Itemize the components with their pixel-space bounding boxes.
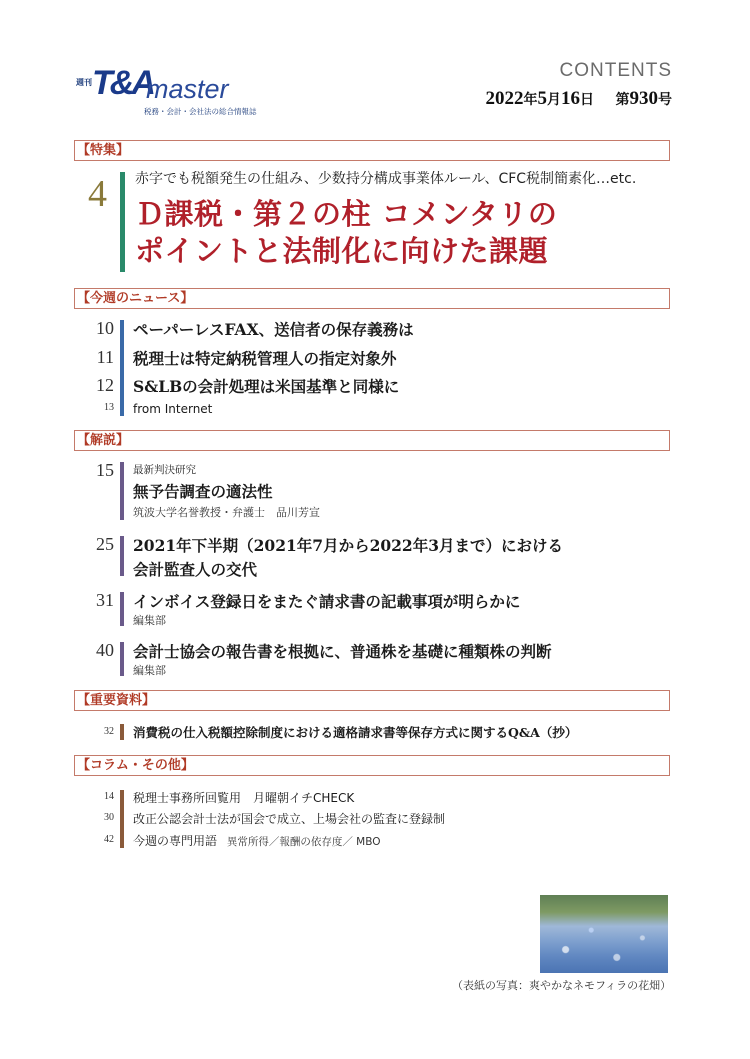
feature-title-line2: ポイントと法制化に向けた課題 <box>135 234 549 268</box>
section-title: 【解説】 <box>77 433 130 448</box>
section-header-news <box>74 288 670 309</box>
commentary-page-number: 15 <box>96 460 114 480</box>
commentary-bar <box>120 462 124 520</box>
section-header-documents <box>74 690 670 711</box>
feature-page-number: 4 <box>88 173 107 215</box>
column-page-number: 42 <box>104 834 114 845</box>
unit-day: 日 <box>580 93 594 108</box>
commentary-bar <box>120 642 124 676</box>
logo-ta: T&A <box>92 64 153 102</box>
unit-year: 年 <box>523 93 538 108</box>
news-title[interactable]: ペーパーレスFAX、送信者の保存義務は <box>133 320 414 339</box>
issue-year: 2022 <box>485 88 524 109</box>
commentary-author: 編集部 <box>133 614 166 627</box>
issue-line <box>486 88 673 110</box>
news-title[interactable]: 税理士は特定納税管理人の指定対象外 <box>133 349 397 368</box>
unit-no-pre: 第 <box>615 93 630 108</box>
commentary-title[interactable]: インボイス登録日をまたぐ請求書の記載事項が明らかに <box>133 592 521 611</box>
section-header-feature <box>74 140 670 161</box>
section-header-commentary <box>74 430 670 451</box>
logo <box>76 64 278 116</box>
column-title[interactable] <box>133 832 381 849</box>
commentary-page-number: 31 <box>96 590 114 610</box>
document-title[interactable]: 消費税の仕入税額控除制度における適格請求書等保存方式に関するQ&A（抄） <box>133 725 578 740</box>
contents-label: CONTENTS <box>559 60 672 81</box>
commentary-author: 筑波大学名誉教授・弁護士 品川芳宣 <box>133 506 320 519</box>
commentary-bar <box>120 592 124 626</box>
section-title: 【今週のニュース】 <box>77 291 194 306</box>
column-detail: 異常所得／報酬の依存度／ MBO <box>226 836 381 848</box>
commentary-title-line2[interactable]: 会計監査人の交代 <box>133 560 258 579</box>
news-title[interactable]: S&LBの会計処理は米国基準と同様に <box>133 377 400 396</box>
column-bar <box>120 790 124 848</box>
feature-bar <box>120 172 125 272</box>
feature-subtitle: 赤字でも税額発生の仕組み、少数持分構成事業体ルール、CFC税制簡素化…etc. <box>135 171 637 187</box>
commentary-page-number: 40 <box>96 640 114 660</box>
news-page-number: 11 <box>96 347 114 367</box>
section-title: 【コラム・その他】 <box>77 758 194 773</box>
column-title-text: 今週の専門用語 <box>133 834 218 848</box>
logo-weekly: 週刊 <box>76 78 92 87</box>
commentary-title[interactable]: 2021年下半期（2021年7月から2022年3月まで）における <box>133 536 563 555</box>
news-page-number: 10 <box>96 318 114 338</box>
commentary-title[interactable]: 無予告調査の適法性 <box>133 482 273 501</box>
column-page-number: 30 <box>104 812 114 823</box>
commentary-page-number: 25 <box>96 534 114 554</box>
column-title[interactable] <box>133 810 445 827</box>
commentary-title[interactable]: 会計士協会の報告書を根拠に、普通株を基礎に種類株の判断 <box>133 642 552 661</box>
section-title: 【重要資料】 <box>77 693 156 708</box>
column-page-number: 14 <box>104 791 114 802</box>
news-title[interactable]: from Internet <box>133 402 213 416</box>
unit-month: 月 <box>547 93 561 108</box>
issue-day: 16 <box>561 88 580 109</box>
cover-photo <box>540 895 668 973</box>
commentary-label: 最新判決研究 <box>133 464 196 476</box>
cover-caption: （表紙の写真：爽やかなネモフィラの花畑） <box>452 979 672 992</box>
logo-master: master <box>146 74 229 104</box>
news-page-number: 12 <box>96 375 114 395</box>
news-page-number: 13 <box>104 402 114 413</box>
commentary-bar <box>120 536 124 576</box>
column-title-text: 税理士事務所回覧用 月曜朝イチCHECK <box>133 791 355 805</box>
news-bar <box>120 320 124 416</box>
section-header-column <box>74 755 670 776</box>
feature-title-line1: Ｄ課税・第２の柱 コメンタリの <box>135 197 558 231</box>
logo-tagline: 税務・会計・会社法の総合情報誌 <box>144 107 257 116</box>
section-title: 【特集】 <box>77 143 130 158</box>
column-title[interactable] <box>133 789 354 806</box>
issue-month: 5 <box>537 88 547 109</box>
document-bar <box>120 724 124 740</box>
unit-no-post: 号 <box>658 93 672 108</box>
column-title-text: 改正公認会計士法が国会で成立、上場会社の監査に登録制 <box>133 812 446 826</box>
commentary-author: 編集部 <box>133 664 166 677</box>
document-page-number: 32 <box>104 726 114 737</box>
issue-number: 930 <box>629 88 658 109</box>
